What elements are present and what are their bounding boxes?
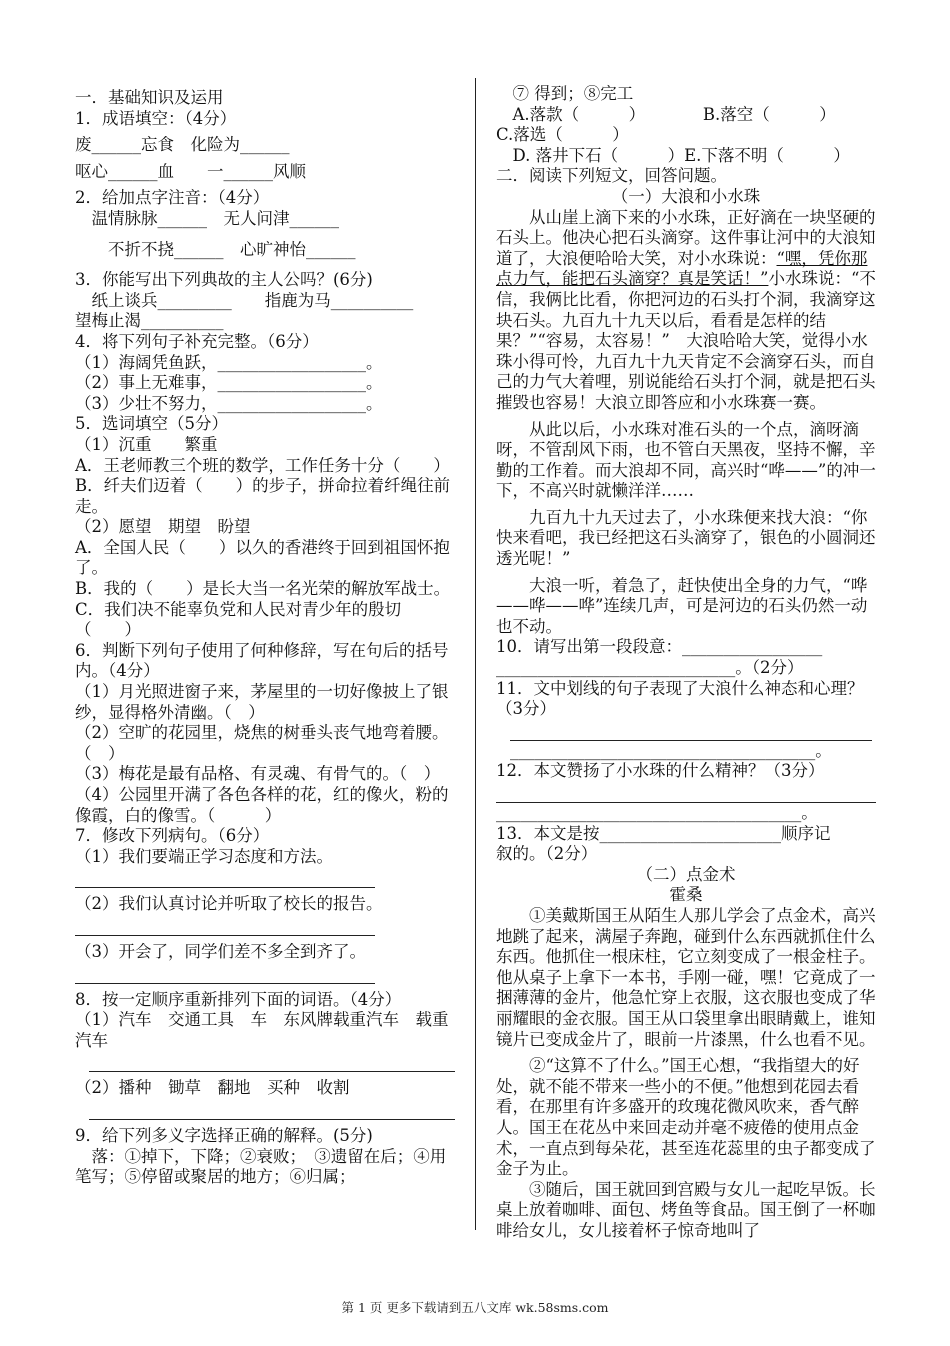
question-10-line-1: 10．请写出第一段段意：_________________ — [496, 637, 823, 657]
question-8-item-2: （2）播种 锄草 翻地 买种 收割 — [75, 1078, 350, 1098]
question-13-line-1: 13．本文是按______________________顺序记 — [496, 823, 831, 843]
question-5-item-2a: A．全国人民（ ）以久的香港终于回到祖国怀抱了。 — [75, 537, 450, 578]
story-1-paragraph-3: 九百九十九天过去了，小水珠便来找大浪：“你快来看吧，我已经把这石头滴穿了，银色的小圆洞还透光呢！” — [496, 507, 876, 569]
answer-line — [75, 915, 375, 936]
question-4-title: 4．将下列句子补充完整。（6分） — [75, 331, 319, 351]
question-1-title: 1．成语填空：（4分） — [75, 108, 237, 128]
question-5-title: 5．选词填空（5分） — [75, 414, 228, 434]
story-1-title: （一）大浪和小水珠 — [611, 186, 761, 206]
question-13-line-2: 叙的。（2分） — [496, 844, 598, 864]
story-1-paragraph-1-end: 小水珠说：“不信，我俩比比看，你把河边的石头打个洞，我滴穿这块石头。九百九十九天以后，看看是怎样的结果？”“容易，太容易！” 大浪哈哈大笑，觉得小水珠小得可怜，九百九十九天肯定不会滴穿石头，而自己的力气大着哩，别说能给石头打个洞，就是把石头摧毁也容易！大浪立即答应和小水珠赛一赛。 — [496, 269, 876, 412]
page-footer: 第 1 页 更多下载请到五八文库 wk.58sms.com — [341, 1300, 609, 1315]
question-11-answer-end: _____________________________________。 — [510, 740, 832, 760]
story-1-paragraph-4: 大浪一听，着急了，赶快使出全身的力气，“哗——哗——哗”连续几声，可是河边的石头仍然一动也不动。 — [496, 575, 868, 636]
question-6-item-4: （4）公园里开满了各色各样的花，红的像火，粉的像霞，白的像雪。（ ） — [75, 785, 449, 825]
question-3-line-1: 纸上谈兵_________ 指鹿为马__________ — [75, 290, 414, 310]
question-2-line-1: 温情脉脉______ 无人问津______ — [75, 208, 339, 228]
answer-line — [510, 720, 872, 741]
right-column — [496, 84, 876, 1241]
story-1-paragraph-1-start: 从山崖上滴下来的小水珠，正好滴在一块坚硬的石头上。他决心把石头滴穿。这件事让河中的大浪知道了，大浪便哈哈大笑，对小水珠说： — [496, 207, 876, 268]
underlined-sentence: “嘿，凭你那点力气，能把石头滴穿？真是笑话！” — [496, 248, 868, 289]
question-7-title: 7．修改下列病句。（6分） — [75, 826, 270, 846]
question-2-title: 2．给加点字注音：（4分） — [75, 188, 270, 208]
question-8-title: 8．按一定顺序重新排列下面的词语。（4分） — [75, 989, 402, 1009]
question-9-option-c: C.落选（ ） — [496, 125, 629, 145]
story-2-paragraph-2: ②“这算不了什么。”国王心想，“我指望大的好处，就不能不带来一些小的不便。”他想到花园去看看，在那里有许多盛开的玫瑰花微风吹来，香气醉人。国王在花丛中来回走动并毫不疲倦的使用点金术，一直点到每朵花，甚至连花蕊里的虫子都变成了金子为止。 — [496, 1056, 876, 1179]
answer-line — [496, 782, 876, 803]
section-2-heading: 二．阅读下列短文，回答问题。 — [496, 166, 727, 186]
question-2-line-2: 不折不挠______ 心旷神怡______ — [75, 239, 356, 259]
question-9-options-de: D. 落井下石（ ）E.下落不明（ ） — [496, 145, 850, 165]
question-3-line-2: 望梅止渴__________ — [75, 311, 224, 331]
question-8-item-1: （1）汽车 交通工具 车 东风牌载重汽车 载重汽车 — [75, 1010, 449, 1050]
question-4-item-3: （3）少壮不努力，__________________。 — [75, 393, 383, 413]
question-6-item-3: （3）梅花是最有品格、有灵魂、有骨气的。（ ） — [75, 764, 441, 784]
story-2-author: 霍桑 — [669, 885, 703, 905]
answer-line — [89, 1099, 455, 1120]
question-5-item-1b: B．纤夫们迈着（ ）的步子，拼命拉着纤绳往前走。 — [75, 476, 451, 516]
question-9-options-ab: A.落款（ ） B.落空（ ） — [496, 104, 836, 124]
question-5-words-1: （1）沉重 繁重 — [75, 434, 218, 454]
question-1-line-2: 呕心______血 一______风顺 — [75, 161, 306, 181]
question-10-line-2: _____________________________。（2分） — [496, 658, 804, 678]
left-column — [75, 88, 455, 1188]
question-5-item-2c: C．我们决不能辜负党和人民对青少年的殷切（ ） — [75, 599, 402, 640]
question-6-title: 6．判断下列句子使用了何种修辞，写在句后的括号内。（4分） — [75, 640, 449, 681]
answer-line — [75, 867, 375, 888]
question-5-words-2: （2）愿望 期望 盼望 — [75, 517, 251, 537]
story-1-paragraph-2: 从此以后，小水珠对准石头的一个点，滴呀滴呀，不管刮风下雨，也不管白天黑夜，坚持不懈，辛勤的工作着。而大浪却不同，高兴时“哗——”的冲一下，不高兴时就懒洋洋…… — [496, 419, 876, 501]
question-7-item-1: （1）我们要端正学习态度和方法。 — [75, 846, 333, 866]
answer-line — [89, 1051, 455, 1072]
column-divider — [475, 78, 476, 1230]
story-2-title: （二）点金术 — [636, 864, 736, 884]
question-6-item-1: （1）月光照进窗子来，茅屋里的一切好像披上了银纱，显得格外清幽。（ ） — [75, 682, 449, 722]
section-heading: 一．基础知识及运用 — [75, 88, 224, 107]
question-3-title: 3．你能写出下列典故的主人公吗？(6分) — [75, 270, 373, 290]
question-6-item-2: （2）空旷的花园里，烧焦的树垂头丧气地弯着腰。（ ） — [75, 723, 449, 763]
answer-line — [75, 963, 375, 984]
question-7-item-3: （3）开会了，同学们差不多全到齐了。 — [75, 941, 366, 961]
question-4-item-2: （2）事上无难事，__________________。 — [75, 373, 383, 393]
question-4-item-1: （1）海阔凭鱼跃，__________________。 — [75, 352, 383, 372]
question-9-definitions: 落：①掉下，下降；②衰败； ③遗留在后；④用笔写；⑤停留或聚居的地方；⑥归属； — [75, 1146, 447, 1187]
question-9-title: 9．给下列多义字选择正确的解释。(5分) — [75, 1125, 373, 1145]
question-12: 12．本文赞扬了小水珠的什么精神？（3分） — [496, 761, 825, 781]
question-7-item-2: （2）我们认真讨论并听取了校长的报告。 — [75, 894, 383, 914]
question-5-item-2b: B．我的（ ）是长大当一名光荣的解放军战士。 — [75, 579, 451, 599]
story-2-paragraph-3: ③随后，国王就回到宫殿与女儿一起吃早饭。长桌上放着咖啡、面包、烤鱼等食品。国王倒了一杯咖啡给女儿，女儿接着杯子惊奇地叫了 — [496, 1179, 876, 1240]
story-1-paragraph-1 — [496, 208, 876, 414]
question-1-line-1: 废______忘食 化险为______ — [75, 135, 290, 155]
question-5-item-1a: A．王老师教三个班的数学，工作任务十分（ ） — [75, 455, 450, 475]
question-11: 11．文中划线的句子表现了大浪什么神态和心理？（3分） — [496, 678, 864, 719]
story-2-paragraph-1: ①美戴斯国王从陌生人那儿学会了点金术，高兴地跳了起来，满屋子奔跑，碰到什么东西就抓住什么东西。他抓住一根床柱，它立刻变成了一根金柱子。他从桌子上拿下一本书，手刚一碰，嘿！它竟成了一捆薄薄的金片，他急忙穿上衣服，这衣服也变成了华丽耀眼的金衣服。国王从口袋里拿出眼睛戴上，谁知镜片已变成金片了，眼前一片漆黑，什么也看不见。 — [496, 905, 876, 1049]
question-12-answer-end: _____________________________________。 — [496, 803, 818, 822]
question-9-definitions-cont: ⑦ 得到；⑧完工 — [496, 84, 634, 103]
